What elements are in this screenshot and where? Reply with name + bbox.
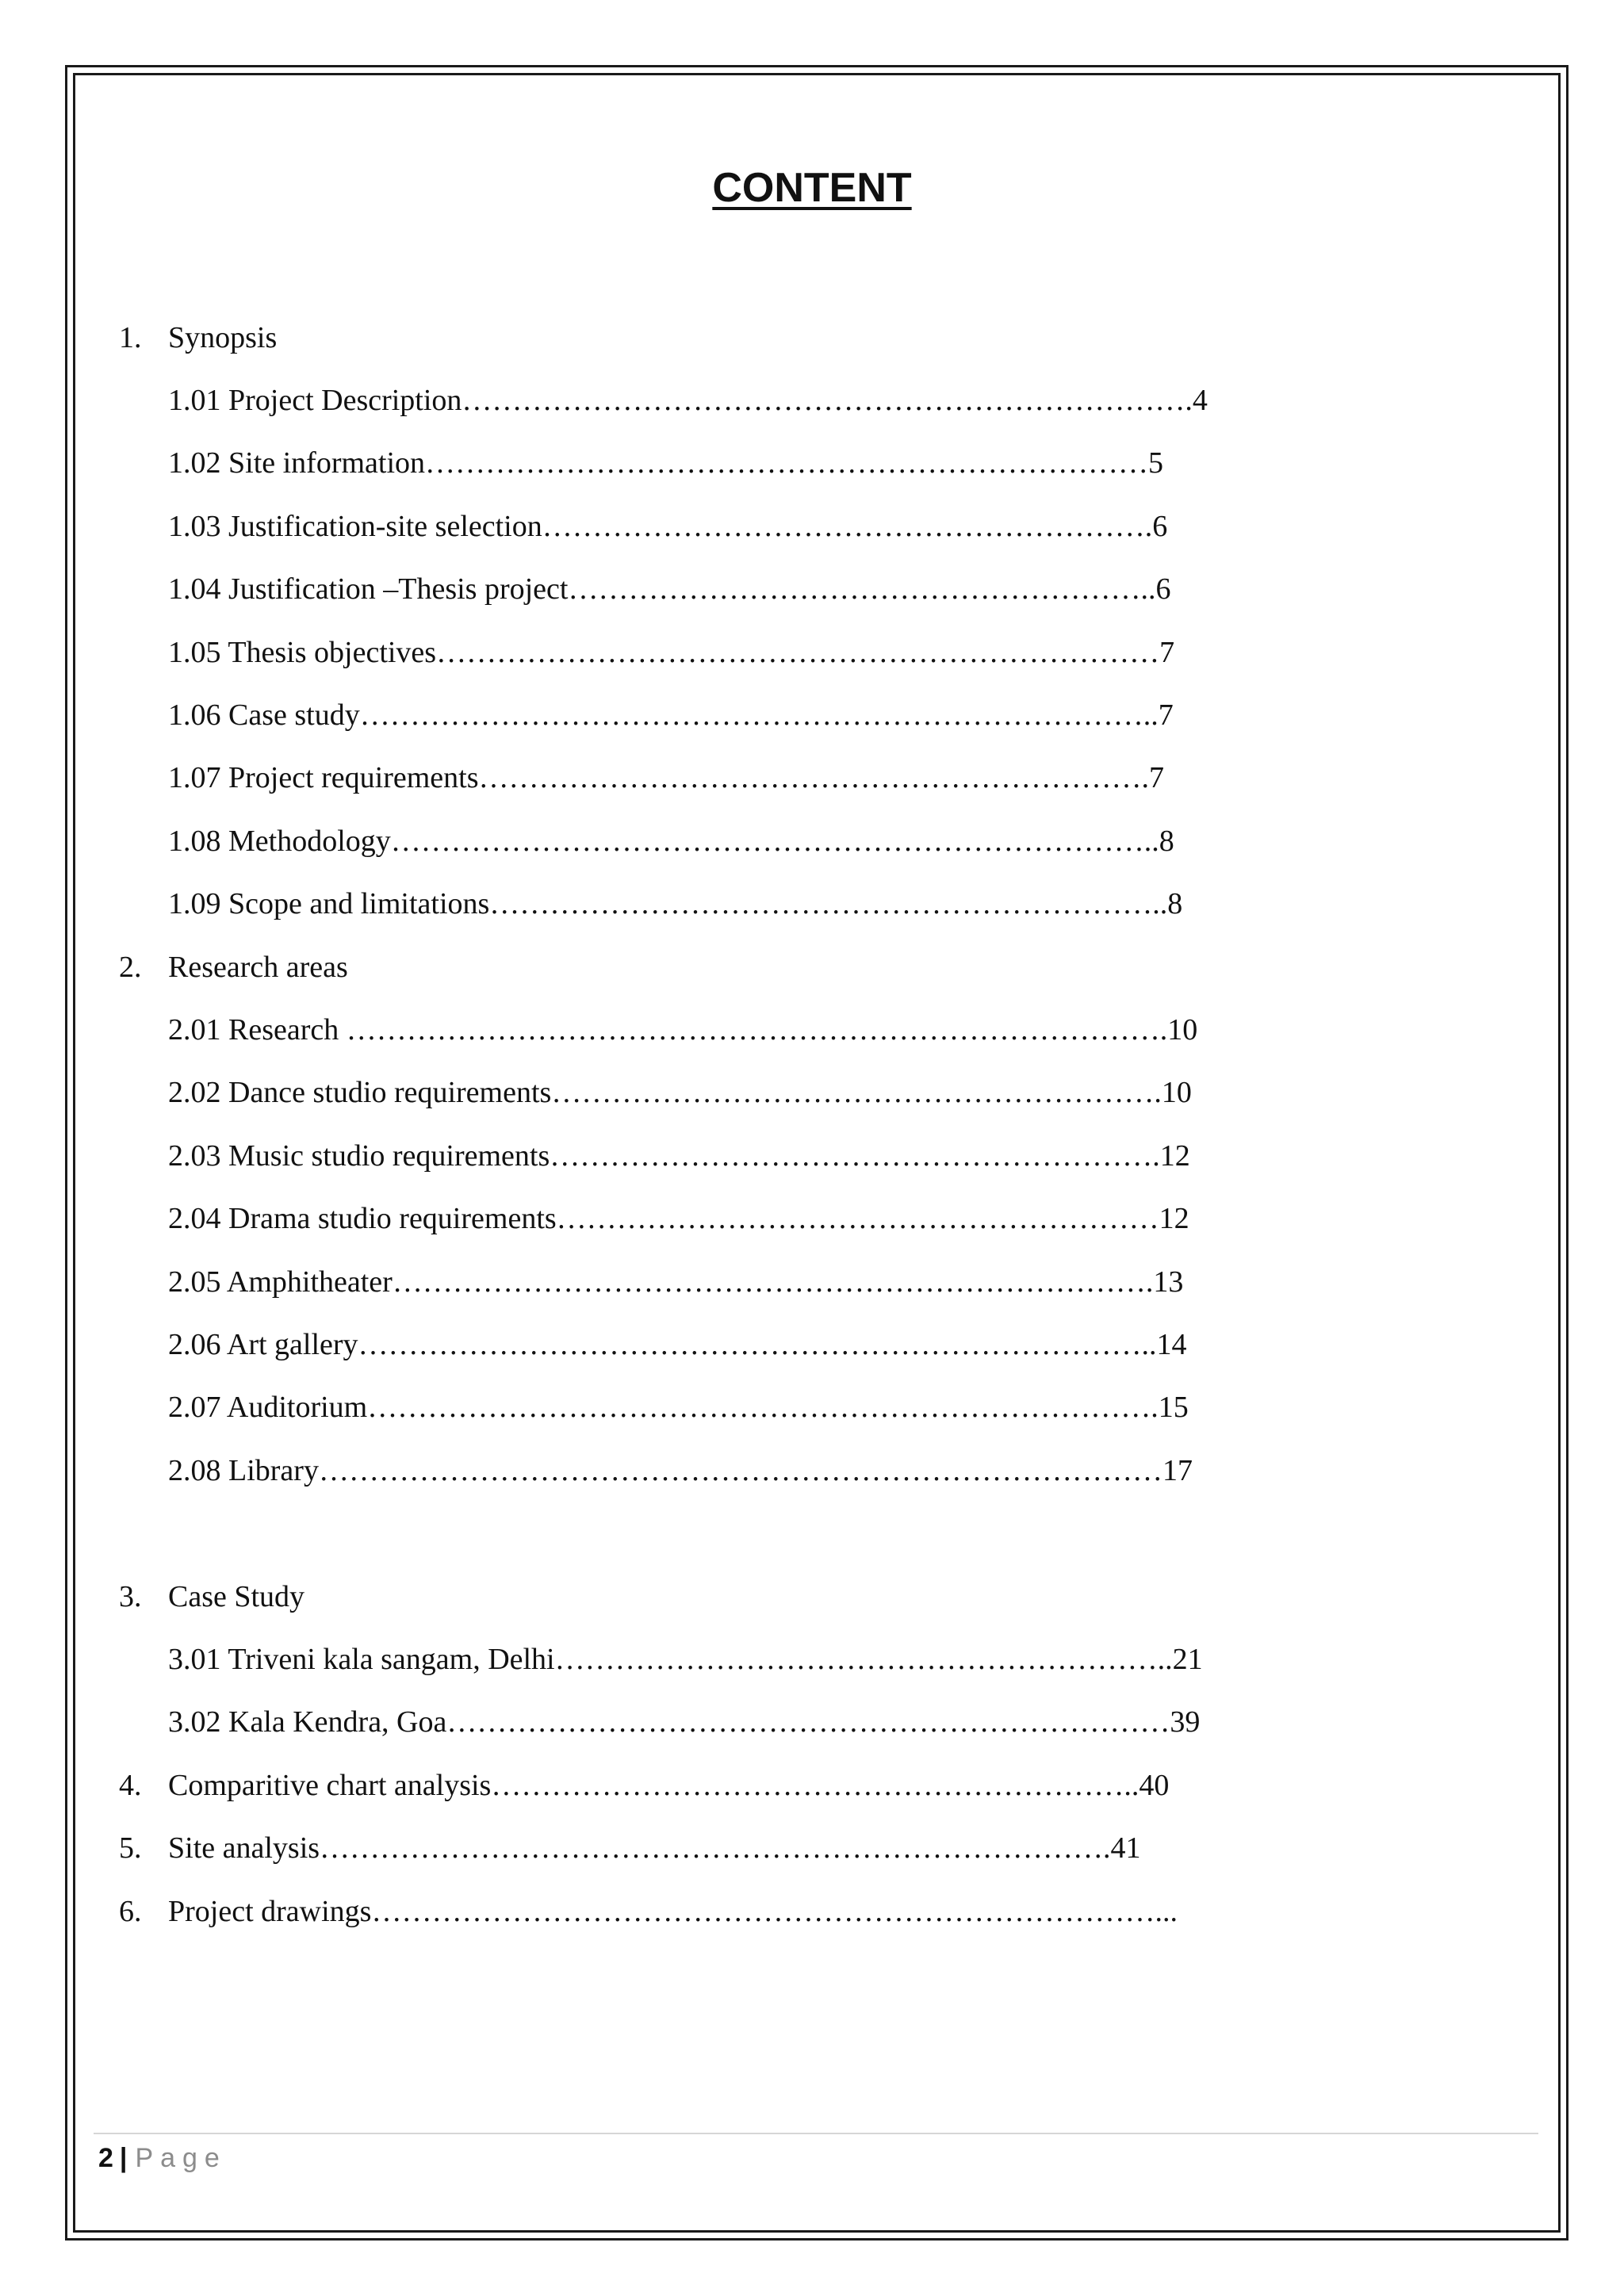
toc-section-label: Research areas bbox=[168, 951, 348, 984]
toc-entry: 1.02 Site information………………………………………………………………5 bbox=[168, 446, 1164, 480]
toc-section-case-study bbox=[119, 1578, 304, 1615]
toc-entry: 3.02 Kala Kendra, Goa………………………………………………………………39 bbox=[168, 1705, 1201, 1739]
toc-entry: 1.06 Case study……………………………………………………………………..7 bbox=[168, 698, 1174, 732]
toc-section-label: Comparitive chart analysis………………………………………………………..40 bbox=[168, 1769, 1170, 1802]
toc-section-number: 1. bbox=[119, 321, 142, 354]
page-title-text: CONTENT bbox=[712, 165, 912, 211]
toc-section-number: 4. bbox=[119, 1769, 142, 1802]
toc-section-label: Case Study bbox=[168, 1580, 305, 1613]
footer-separator: | bbox=[119, 2143, 128, 2173]
page-footer bbox=[98, 2141, 227, 2175]
toc-entry: 2.06 Art gallery……………………………………………………………………..14 bbox=[168, 1328, 1187, 1361]
toc-entry: 1.07 Project requirements………………………………………………………….7 bbox=[168, 761, 1165, 794]
toc-section-label: Site analysis…………………………………………………………………….41 bbox=[168, 1831, 1141, 1865]
toc-entry: 2.04 Drama studio requirements……………………………………………………12 bbox=[168, 1202, 1189, 1235]
toc-entry: 2.08 Library…………………………………………………………………………17 bbox=[168, 1454, 1193, 1487]
toc-entry: 2.05 Amphitheater………………………………………………………………….13 bbox=[168, 1265, 1184, 1299]
toc-entry: 1.09 Scope and limitations…………………………………………………………..8 bbox=[168, 887, 1183, 920]
toc-section-synopsis bbox=[119, 320, 277, 356]
toc-entry: 2.03 Music studio requirements…………………………………………………….12 bbox=[168, 1139, 1190, 1173]
footer-page-number: 2 bbox=[98, 2143, 113, 2173]
toc-entry: 1.05 Thesis objectives………………………………………………………………7 bbox=[168, 636, 1175, 669]
toc-entry: 2.07 Auditorium…………………………………………………………………….15 bbox=[168, 1391, 1189, 1424]
toc-entry: 2.01 Research ……………………………………………………………………….10 bbox=[168, 1013, 1198, 1047]
toc-section-site-analysis bbox=[119, 1830, 1141, 1866]
toc-entry: 1.04 Justification –Thesis project…………………………………………………..6 bbox=[168, 572, 1171, 606]
toc-section-number: 5. bbox=[119, 1831, 142, 1865]
toc-entry: 1.01 Project Description……………………………………………………………….4 bbox=[168, 384, 1208, 417]
toc-section-comparative-chart bbox=[119, 1767, 1169, 1804]
toc-entry: 1.03 Justification-site selection…………………………………………………….6 bbox=[168, 510, 1168, 543]
toc-entry: 1.08 Methodology…………………………………………………………………..8 bbox=[168, 825, 1174, 858]
toc-entry: 2.02 Dance studio requirements…………………………………………………….10 bbox=[168, 1076, 1192, 1109]
toc-entry: 3.01 Triveni kala sangam, Delhi……………………………………………………..21 bbox=[168, 1643, 1203, 1676]
page-title bbox=[0, 163, 1624, 213]
toc-section-label: Project drawings……………………………………………………………………... bbox=[168, 1895, 1178, 1928]
toc-section-number: 2. bbox=[119, 951, 142, 984]
toc-section-number: 3. bbox=[119, 1580, 142, 1613]
toc-section-project-drawings bbox=[119, 1893, 1178, 1930]
footer-divider bbox=[94, 2133, 1538, 2134]
footer-page-label: Page bbox=[135, 2143, 227, 2173]
toc-section-number: 6. bbox=[119, 1895, 142, 1928]
toc-section-label: Synopsis bbox=[168, 321, 278, 354]
toc-section-research-areas bbox=[119, 949, 348, 985]
